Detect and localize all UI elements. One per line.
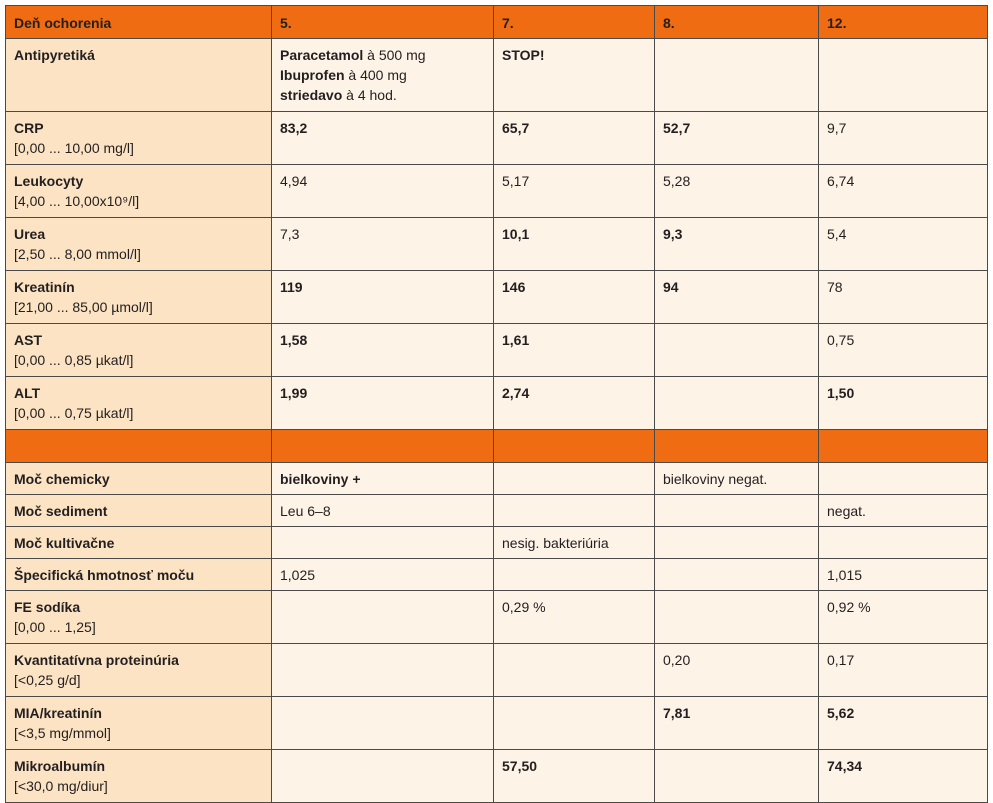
table-row [6, 377, 988, 430]
value-cell: 5,62 [819, 697, 988, 750]
row-label-text: Špecifická hmotnosť moču [14, 567, 195, 583]
value-cell: 1,58 [272, 324, 494, 377]
row-label-text: Mikroalbumín [14, 758, 106, 774]
reference-range: [0,00 ... 0,75 µkat/l] [14, 405, 134, 421]
row-label [6, 218, 272, 271]
row-label-text: CRP [14, 120, 44, 136]
value-cell: 0,17 [819, 644, 988, 697]
value-cell [272, 697, 494, 750]
row-label [6, 377, 272, 430]
value-cell: 7,3 [272, 218, 494, 271]
row-label-text: Leukocyty [14, 173, 84, 189]
value-cell [819, 527, 988, 559]
row-label-text: FE sodíka [14, 599, 81, 615]
drug-dose: à 500 mg [363, 47, 426, 63]
row-label [6, 112, 272, 165]
value-cell: 0,20 [655, 644, 819, 697]
separator-cell [819, 430, 988, 463]
row-label [6, 495, 272, 527]
row-label-text: Kreatinín [14, 279, 75, 295]
drug-line [280, 65, 485, 85]
row-label-text: Urea [14, 226, 46, 242]
reference-range: [0,00 ... 0,85 µkat/l] [14, 352, 134, 368]
drug-name: striedavo [280, 87, 343, 103]
value-cell [494, 644, 655, 697]
value-cell [655, 559, 819, 591]
value-cell: 9,3 [655, 218, 819, 271]
value-cell [655, 527, 819, 559]
header-row [6, 6, 988, 39]
header-day-8: 8. [655, 6, 819, 39]
table-row [6, 218, 988, 271]
value-cell [272, 750, 494, 803]
row-label [6, 324, 272, 377]
table-row [6, 495, 988, 527]
lab-results-table [5, 5, 988, 803]
value-cell [272, 527, 494, 559]
reference-range: [<3,5 mg/mmol] [14, 725, 111, 741]
row-label-text: ALT [14, 385, 41, 401]
row-label [6, 271, 272, 324]
value-cell: 7,81 [655, 697, 819, 750]
header-day-12: 12. [819, 6, 988, 39]
value-cell: 0,92 % [819, 591, 988, 644]
row-label [6, 39, 272, 112]
reference-range: [<0,25 g/d] [14, 672, 81, 688]
row-label [6, 644, 272, 697]
reference-range: [0,00 ... 1,25] [14, 619, 96, 635]
value-cell: Leu 6–8 [272, 495, 494, 527]
value-cell: 5,17 [494, 165, 655, 218]
empty-cell [655, 39, 819, 112]
table-row [6, 559, 988, 591]
row-label [6, 527, 272, 559]
drug-name: Paracetamol [280, 47, 364, 63]
value-cell: 0,75 [819, 324, 988, 377]
value-cell [655, 750, 819, 803]
separator-cell [655, 430, 819, 463]
value-cell [494, 495, 655, 527]
value-cell: 52,7 [655, 112, 819, 165]
table-row [6, 697, 988, 750]
row-label-text: Kvantitatívna proteinúria [14, 652, 179, 668]
empty-cell [819, 39, 988, 112]
drug-dose: à 4 hod. [342, 87, 397, 103]
value-cell [494, 559, 655, 591]
separator-cell [494, 430, 655, 463]
row-label-text: Moč kultivačne [14, 535, 115, 551]
value-cell: 6,74 [819, 165, 988, 218]
antipyretics-day7-cell: STOP! [494, 39, 655, 112]
value-cell: bielkoviny negat. [655, 463, 819, 495]
value-cell: 1,61 [494, 324, 655, 377]
reference-range: [2,50 ... 8,00 mmol/l] [14, 246, 141, 262]
value-cell: 4,94 [272, 165, 494, 218]
value-cell: nesig. bakteriúria [494, 527, 655, 559]
value-cell: 94 [655, 271, 819, 324]
table-row [6, 527, 988, 559]
value-cell: 119 [272, 271, 494, 324]
value-cell [655, 591, 819, 644]
value-cell: 10,1 [494, 218, 655, 271]
row-label [6, 559, 272, 591]
drug-dose: à 400 mg [344, 67, 407, 83]
value-cell: 1,015 [819, 559, 988, 591]
value-cell: 83,2 [272, 112, 494, 165]
antipyretics-day5-cell [272, 39, 494, 112]
table-row [6, 644, 988, 697]
table-row [6, 324, 988, 377]
header-day-5: 5. [272, 6, 494, 39]
value-cell [494, 463, 655, 495]
drug-line [280, 85, 485, 105]
row-label [6, 463, 272, 495]
reference-range: [4,00 ... 10,00x10⁹/l] [14, 193, 140, 209]
table-row [6, 165, 988, 218]
value-cell: 78 [819, 271, 988, 324]
drug-line [280, 45, 485, 65]
separator-cell [6, 430, 272, 463]
section-separator [6, 430, 988, 463]
row-label [6, 697, 272, 750]
drug-name: Ibuprofen [280, 67, 345, 83]
value-cell: 5,28 [655, 165, 819, 218]
row-label [6, 591, 272, 644]
table-row [6, 750, 988, 803]
table-row [6, 112, 988, 165]
row-label-text: MIA/kreatinín [14, 705, 102, 721]
value-cell: 57,50 [494, 750, 655, 803]
value-cell [655, 377, 819, 430]
value-cell [655, 495, 819, 527]
value-cell [655, 324, 819, 377]
value-cell: 65,7 [494, 112, 655, 165]
separator-cell [272, 430, 494, 463]
reference-range: [21,00 ... 85,00 µmol/l] [14, 299, 153, 315]
value-cell: 9,7 [819, 112, 988, 165]
value-cell [272, 644, 494, 697]
value-cell: 0,29 % [494, 591, 655, 644]
value-cell: 2,74 [494, 377, 655, 430]
value-cell [819, 463, 988, 495]
reference-range: [<30,0 mg/diur] [14, 778, 108, 794]
row-label [6, 750, 272, 803]
table-row [6, 271, 988, 324]
row-label-text: Moč chemicky [14, 471, 110, 487]
header-day-7: 7. [494, 6, 655, 39]
row-label-text: Antipyretiká [14, 47, 95, 63]
value-cell: 5,4 [819, 218, 988, 271]
table-row [6, 591, 988, 644]
reference-range: [0,00 ... 10,00 mg/l] [14, 140, 134, 156]
value-cell [494, 697, 655, 750]
antipyretics-row [6, 39, 988, 112]
value-cell: 146 [494, 271, 655, 324]
value-cell: 1,99 [272, 377, 494, 430]
value-cell: 74,34 [819, 750, 988, 803]
value-cell [272, 591, 494, 644]
row-label-text: AST [14, 332, 42, 348]
value-cell: 1,50 [819, 377, 988, 430]
value-cell: negat. [819, 495, 988, 527]
row-label-text: Moč sediment [14, 503, 108, 519]
header-day-label: Deň ochorenia [6, 6, 272, 39]
value-cell: 1,025 [272, 559, 494, 591]
value-cell: bielkoviny + [272, 463, 494, 495]
table-row [6, 463, 988, 495]
row-label [6, 165, 272, 218]
